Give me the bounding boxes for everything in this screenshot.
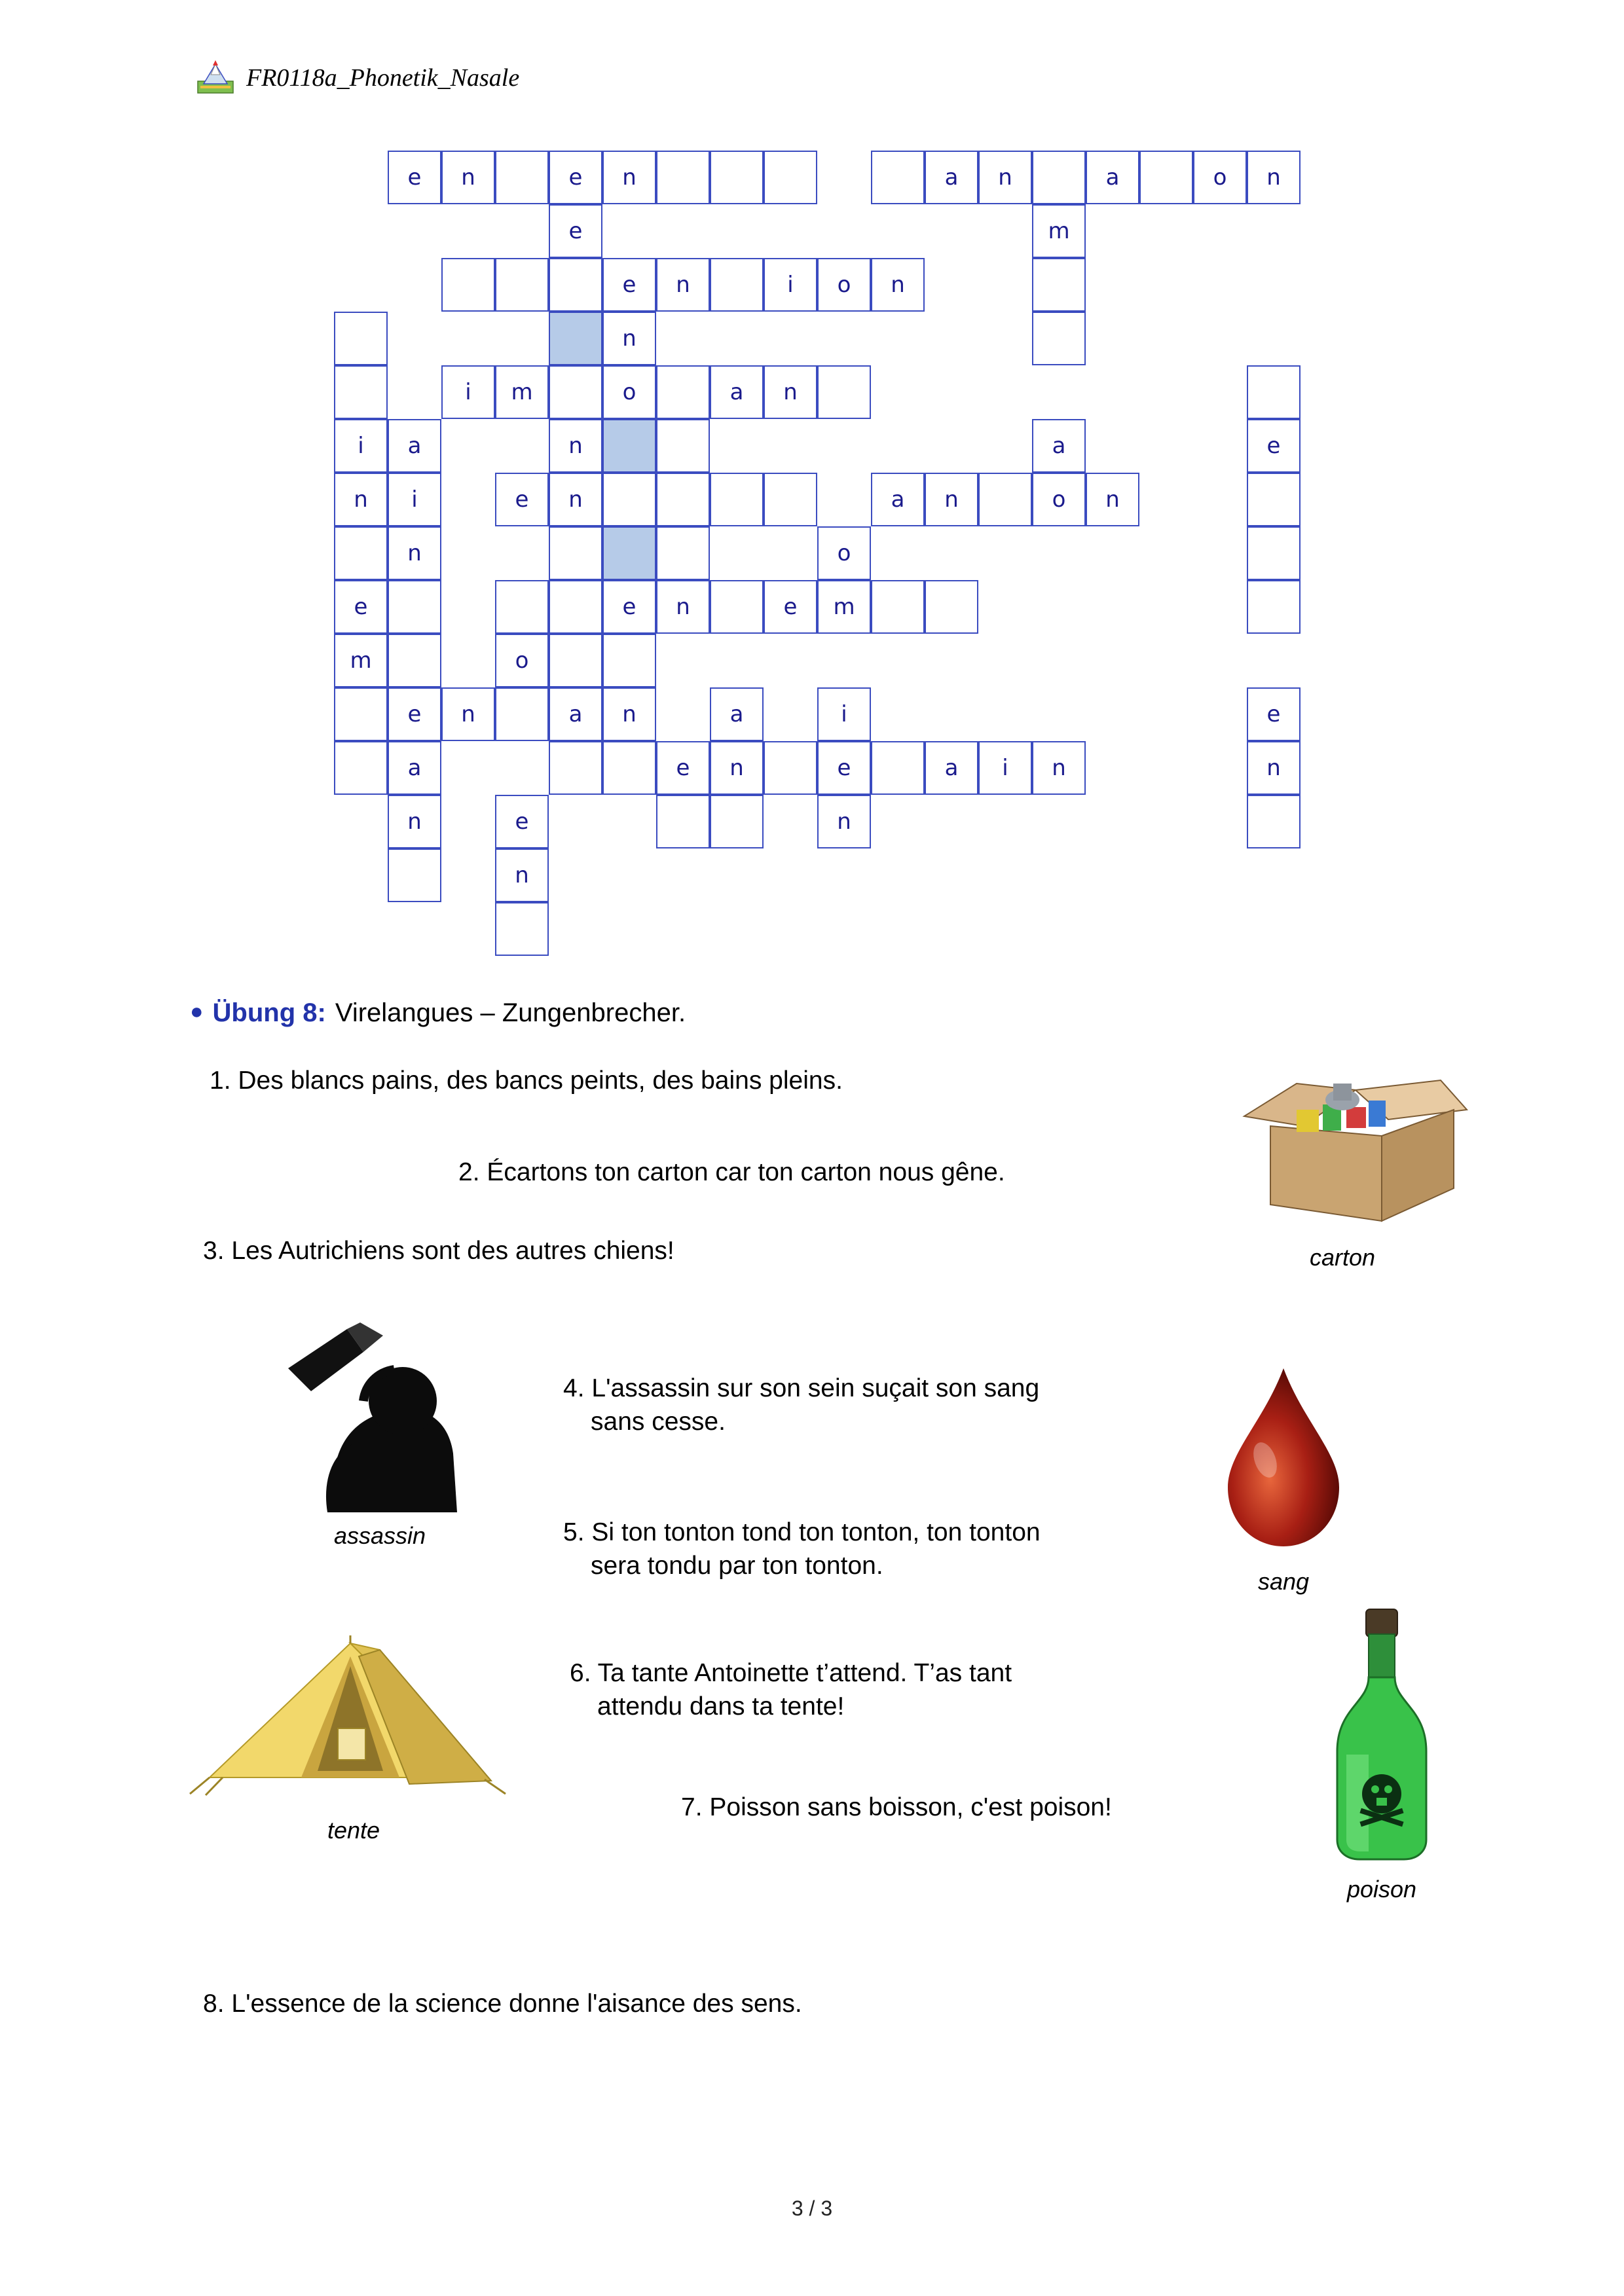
crossword-cell[interactable] [764, 741, 817, 795]
item-text: Écartons ton carton car ton carton nous gêne. [487, 1158, 1005, 1186]
crossword-cell[interactable]: a [1032, 419, 1086, 473]
crossword-cell[interactable]: o [817, 258, 871, 312]
crossword-cell[interactable] [1032, 151, 1086, 204]
item-text-line1: Ta tante Antoinette t’attend. T’as tant [597, 1659, 1012, 1687]
crossword-cell[interactable] [656, 473, 710, 526]
crossword-cell[interactable]: e [602, 258, 656, 312]
crossword-cell[interactable]: n [1086, 473, 1139, 526]
crossword-cell[interactable] [602, 741, 656, 795]
crossword-cell[interactable]: n [388, 526, 441, 580]
crossword-cell[interactable] [495, 687, 549, 741]
crossword-cell[interactable]: o [1032, 473, 1086, 526]
item-number: 2. [458, 1158, 480, 1186]
crossword-cell[interactable] [817, 365, 871, 419]
crossword-cell[interactable] [334, 312, 388, 365]
crossword-cell[interactable] [602, 634, 656, 687]
crossword-cell[interactable]: n [656, 580, 710, 634]
crossword-cell[interactable]: e [656, 741, 710, 795]
item-text: Poisson sans boisson, c'est poison! [709, 1793, 1112, 1821]
crossword-cell[interactable] [710, 580, 764, 634]
crossword-cell[interactable] [441, 258, 495, 312]
crossword-cell[interactable]: n [549, 473, 602, 526]
tongue-twister-8 [203, 1987, 802, 2020]
crossword-cell[interactable] [549, 365, 602, 419]
figure-assassin [249, 1322, 511, 1550]
crossword-cell[interactable]: e [388, 151, 441, 204]
page-number: 3 / 3 [791, 2196, 833, 2220]
crossword-cell[interactable]: e [1247, 419, 1301, 473]
exercise-text: Virelangues – Zungenbrecher. [335, 998, 686, 1027]
crossword-cell[interactable] [388, 848, 441, 902]
crossword-cell[interactable]: i [334, 419, 388, 473]
item-number: 3. [203, 1237, 225, 1265]
crossword-cell[interactable]: n [656, 258, 710, 312]
exercise-heading [190, 998, 686, 1028]
crossword-cell[interactable] [764, 151, 817, 204]
crossword-cell[interactable] [334, 526, 388, 580]
crossword-cell[interactable] [602, 419, 656, 473]
item-text: Les Autrichiens sont des autres chiens! [231, 1237, 674, 1265]
tongue-twister-7 [681, 1791, 1112, 1824]
crossword-cell[interactable]: i [764, 258, 817, 312]
crossword-cell[interactable] [334, 687, 388, 741]
crossword-cell[interactable]: n [441, 151, 495, 204]
crossword-cell[interactable]: a [1086, 151, 1139, 204]
crossword-cell[interactable] [1247, 580, 1301, 634]
crossword-cell[interactable]: m [495, 365, 549, 419]
crossword-cell[interactable] [334, 741, 388, 795]
tongue-twister-5 [563, 1516, 1205, 1583]
item-text: L'essence de la science donne l'aisance des sens. [231, 1990, 802, 2018]
crossword-cell[interactable] [1032, 312, 1086, 365]
crossword-cell[interactable] [549, 634, 602, 687]
item-text-line2: sera tondu par ton tonton. [591, 1552, 883, 1580]
crossword-cell[interactable]: m [817, 580, 871, 634]
crossword-cell[interactable]: a [710, 687, 764, 741]
crossword-cell[interactable] [656, 795, 710, 848]
crossword-cell[interactable]: e [495, 795, 549, 848]
tongue-twister-3 [203, 1234, 674, 1267]
exercise-label: Übung 8: [212, 998, 326, 1027]
crossword-cell[interactable]: n [334, 473, 388, 526]
crossword-cell[interactable]: a [549, 687, 602, 741]
crossword-cell[interactable]: m [334, 634, 388, 687]
tongue-twister-6 [570, 1656, 1159, 1724]
crossword-cell[interactable]: n [549, 419, 602, 473]
crossword-cell[interactable]: n [1032, 741, 1086, 795]
crossword-cell[interactable] [871, 580, 925, 634]
crossword-cell[interactable]: m [1032, 204, 1086, 258]
crossword-cell[interactable]: o [817, 526, 871, 580]
crossword-cell[interactable] [495, 258, 549, 312]
figure-caption: sang [1257, 1568, 1310, 1595]
tongue-twister-2 [458, 1156, 1005, 1189]
crossword-cell[interactable] [549, 741, 602, 795]
tent-image [183, 1630, 524, 1807]
crossword-grid[interactable] [334, 151, 1329, 949]
crossword-cell[interactable] [602, 473, 656, 526]
crossword-cell[interactable]: n [495, 848, 549, 902]
crossword-cell[interactable] [602, 526, 656, 580]
crossword-cell[interactable]: i [817, 687, 871, 741]
item-text: Des blancs pains, des bancs peints, des bains pleins. [238, 1066, 843, 1095]
crossword-cell[interactable]: n [602, 151, 656, 204]
crossword-cell[interactable] [495, 580, 549, 634]
crossword-cell[interactable] [656, 151, 710, 204]
crossword-cell[interactable]: i [441, 365, 495, 419]
crossword-cell[interactable] [710, 473, 764, 526]
carton-image [1205, 1064, 1480, 1234]
crossword-cell[interactable]: n [602, 687, 656, 741]
crossword-cell[interactable] [1247, 473, 1301, 526]
figure-tente [183, 1630, 524, 1844]
crossword-cell[interactable] [549, 526, 602, 580]
crossword-cell[interactable]: i [388, 473, 441, 526]
crossword-cell[interactable]: o [1193, 151, 1247, 204]
crossword-cell[interactable]: n [1247, 151, 1301, 204]
crossword-cell[interactable]: n [710, 741, 764, 795]
crossword-cell[interactable]: e [549, 151, 602, 204]
crossword-cell[interactable]: a [925, 151, 978, 204]
crossword-cell[interactable] [925, 580, 978, 634]
document-title: FR0118a_Phonetik_Nasale [246, 64, 520, 92]
crossword-cell[interactable]: o [495, 634, 549, 687]
crossword-cell[interactable] [710, 258, 764, 312]
crossword-cell[interactable] [764, 473, 817, 526]
crossword-cell[interactable]: n [441, 687, 495, 741]
page-footer [0, 2196, 1624, 2221]
figure-sang [1205, 1362, 1362, 1595]
crossword-cell[interactable]: e [817, 741, 871, 795]
crossword-cell[interactable]: n [602, 312, 656, 365]
crossword-cell[interactable]: e [602, 580, 656, 634]
assassin-image [249, 1322, 511, 1512]
crossword-cell[interactable] [1247, 795, 1301, 848]
tongue-twister-4 [563, 1372, 1192, 1439]
crossword-cell[interactable]: n [764, 365, 817, 419]
crossword-cell[interactable] [549, 580, 602, 634]
item-number: 6. [570, 1659, 591, 1687]
crossword-cell[interactable]: a [925, 741, 978, 795]
crossword-cell[interactable] [1032, 258, 1086, 312]
item-number: 5. [563, 1518, 585, 1546]
crossword-cell[interactable] [1247, 365, 1301, 419]
figure-caption: assassin [333, 1522, 426, 1549]
crossword-cell[interactable] [710, 151, 764, 204]
item-text-line2: attendu dans ta tente! [597, 1692, 845, 1721]
document-header [196, 59, 519, 97]
item-text-line2: sans cesse. [591, 1408, 726, 1436]
crossword-cell[interactable]: e [549, 204, 602, 258]
figure-caption: carton [1309, 1244, 1376, 1271]
item-text-line1: L'assassin sur son sein suçait son sang [591, 1374, 1040, 1402]
crossword-cell[interactable]: n [925, 473, 978, 526]
bullet-icon: ● [190, 999, 204, 1024]
crossword-cell[interactable]: a [710, 365, 764, 419]
crossword-cell[interactable] [388, 580, 441, 634]
crossword-cell[interactable] [388, 634, 441, 687]
mountain-logo-icon [196, 59, 234, 97]
figure-poison [1303, 1604, 1460, 1903]
crossword-cell[interactable] [334, 365, 388, 419]
crossword-cell[interactable]: o [602, 365, 656, 419]
crossword-cell[interactable]: n [388, 795, 441, 848]
crossword-cell[interactable] [495, 902, 549, 956]
crossword-cell[interactable] [656, 419, 710, 473]
crossword-cell[interactable] [656, 365, 710, 419]
item-text-line1: Si ton tonton tond ton tonton, ton tonton [591, 1518, 1041, 1546]
crossword-cell[interactable]: a [871, 473, 925, 526]
figure-caption: poison [1346, 1876, 1417, 1903]
crossword-cell[interactable]: i [978, 741, 1032, 795]
crossword-cell[interactable] [710, 795, 764, 848]
crossword-cell[interactable] [1139, 151, 1193, 204]
item-number: 4. [563, 1374, 585, 1402]
tongue-twister-1 [210, 1064, 843, 1097]
crossword-cell[interactable]: n [817, 795, 871, 848]
crossword-cell[interactable] [1247, 526, 1301, 580]
crossword-cell[interactable] [871, 741, 925, 795]
crossword-cell[interactable]: e [495, 473, 549, 526]
figure-caption: tente [327, 1817, 380, 1844]
crossword-cell[interactable]: e [764, 580, 817, 634]
crossword-cell[interactable]: n [1247, 741, 1301, 795]
item-number: 7. [681, 1793, 703, 1821]
crossword-cell[interactable]: n [871, 258, 925, 312]
crossword-cell[interactable]: e [1247, 687, 1301, 741]
item-number: 1. [210, 1066, 231, 1095]
blood-drop-image [1205, 1362, 1362, 1558]
crossword-cell[interactable]: e [388, 687, 441, 741]
crossword-cell[interactable]: e [334, 580, 388, 634]
crossword-cell[interactable]: a [388, 741, 441, 795]
poison-bottle-image [1303, 1604, 1460, 1866]
figure-carton [1205, 1064, 1480, 1271]
crossword-cell[interactable] [549, 312, 602, 365]
crossword-cell[interactable] [656, 526, 710, 580]
crossword-cell[interactable] [495, 151, 549, 204]
crossword-cell[interactable] [871, 151, 925, 204]
crossword-cell[interactable] [549, 258, 602, 312]
crossword-cell[interactable]: n [978, 151, 1032, 204]
crossword-cell[interactable]: a [388, 419, 441, 473]
crossword-cell[interactable] [978, 473, 1032, 526]
item-number: 8. [203, 1990, 225, 2018]
